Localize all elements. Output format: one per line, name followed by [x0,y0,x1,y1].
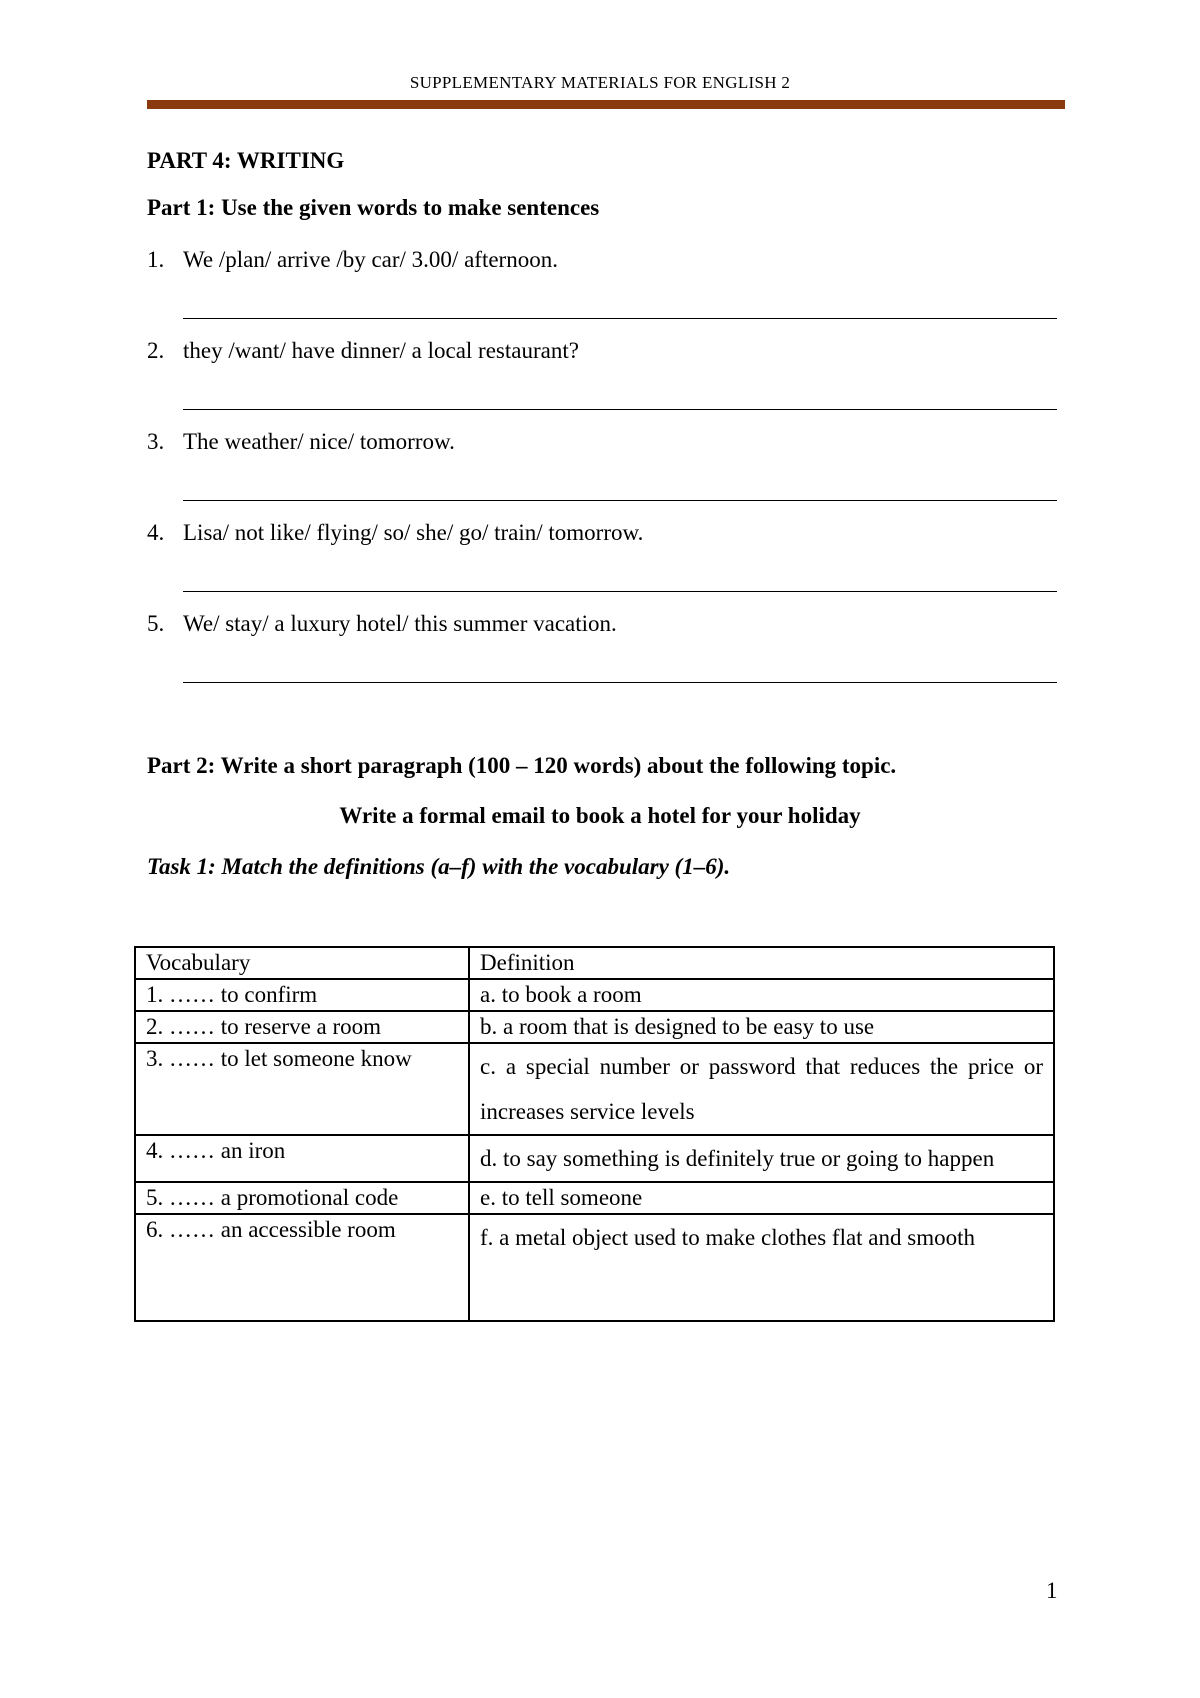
vocab-cell: 6. …… an accessible room [135,1214,469,1321]
sentence-item-5 [147,611,617,637]
item-number: 1. [147,247,165,272]
table-header-row [135,947,1054,979]
item-prompt: The weather/ nice/ tomorrow. [183,429,455,454]
page-number: 1 [1046,1578,1058,1603]
sentence-item-1 [147,247,558,273]
table-row [135,1011,1054,1043]
vocab-cell: 1. …… to confirm [135,979,469,1011]
sentence-item-3 [147,429,455,455]
answer-line-4[interactable] [183,591,1057,592]
part2-title: Part 2: Write a short paragraph (100 – 120 words) about the following topic. [147,753,897,778]
table-row [135,1182,1054,1214]
header-rule [147,100,1065,109]
definition-cell: c. a special number or password that reduces the price or increases service levels [469,1043,1054,1135]
sentence-item-4 [147,520,643,546]
definition-cell: a. to book a room [469,979,1054,1011]
vocab-cell: 5. …… a promotional code [135,1182,469,1214]
part1-title: Part 1: Use the given words to make sentences [147,195,600,220]
item-prompt: Lisa/ not like/ flying/ so/ she/ go/ train/ tomorrow. [183,520,644,545]
vocab-cell: 4. …… an iron [135,1135,469,1182]
item-number: 4. [147,520,165,545]
header-definition: Definition [469,947,1054,979]
table-row [135,979,1054,1011]
task-instruction: Task 1: Match the definitions (a–f) with the vocabulary (1–6). [147,854,731,879]
page-header: SUPPLEMENTARY MATERIALS FOR ENGLISH 2 [409,73,791,92]
part4-title: PART 4: WRITING [147,148,345,173]
answer-line-1[interactable] [183,318,1057,319]
item-prompt: We/ stay/ a luxury hotel/ this summer vacation. [183,611,617,636]
table-row [135,1043,1054,1135]
definition-cell: b. a room that is designed to be easy to use [469,1011,1054,1043]
table-row [135,1135,1054,1182]
header-vocabulary: Vocabulary [135,947,469,979]
item-prompt: We /plan/ arrive /by car/ 3.00/ afternoon. [183,247,558,272]
vocab-cell: 3. …… to let someone know [135,1043,469,1135]
definition-cell: f. a metal object used to make clothes flat and smooth [469,1214,1054,1321]
definition-cell: e. to tell someone [469,1182,1054,1214]
vocab-cell: 2. …… to reserve a room [135,1011,469,1043]
definition-cell: d. to say something is definitely true or going to happen [469,1135,1054,1182]
answer-line-2[interactable] [183,409,1057,410]
sentence-item-2 [147,338,579,364]
vocabulary-table [134,946,1055,1322]
writing-topic: Write a formal email to book a hotel for your holiday [339,803,861,828]
answer-line-3[interactable] [183,500,1057,501]
item-number: 2. [147,338,165,363]
item-prompt: they /want/ have dinner/ a local restaurant? [183,338,579,363]
answer-line-5[interactable] [183,682,1057,683]
item-number: 3. [147,429,165,454]
table-row [135,1214,1054,1321]
item-number: 5. [147,611,165,636]
